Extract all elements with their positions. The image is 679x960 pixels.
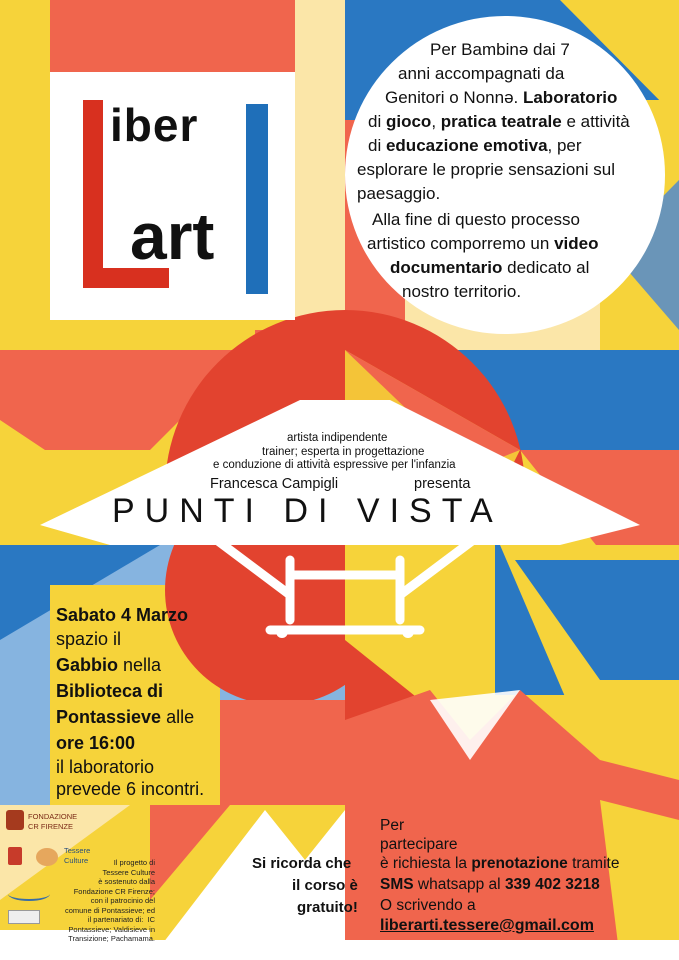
intro-line: artistico comporremo un video <box>367 234 599 253</box>
intro-line: esplorare le proprie sensazioni sul <box>357 160 615 179</box>
intro-line: paesaggio. <box>357 184 441 203</box>
credit-line-2: trainer; esperta in progettazione <box>262 446 425 458</box>
fondazione-label: FONDAZIONE CR FIRENZE <box>28 812 78 831</box>
contact-email-link[interactable]: liberarti.tessere@gmail.com <box>380 917 594 934</box>
logo-letter-l-stem <box>83 100 103 286</box>
event-venue-4: Pontassieve alle <box>56 707 195 727</box>
intro-line: di gioco, pratica teatrale e attività <box>368 112 630 131</box>
valdisieve-logo-icon <box>8 887 50 901</box>
booking-line-4: SMS whatsapp al 339 402 3218 <box>380 876 600 893</box>
booking-line-5: O scrivendo a <box>380 897 476 914</box>
event-venue-3: Biblioteca di <box>56 681 164 701</box>
reminder-line-2: il corso è <box>292 877 358 894</box>
booking-line-3: è richiesta la prenotazione tramite <box>380 855 620 872</box>
intro-line: anni accompagnati da <box>398 64 565 83</box>
intro-line: di educazione emotiva, per <box>368 136 582 155</box>
presents-label: presenta <box>414 476 471 492</box>
event-sessions-2: prevede 6 incontri. <box>56 779 205 799</box>
event-date: Sabato 4 Marzo <box>56 605 189 625</box>
tessere-culture-label: Tessere Culture <box>64 846 91 865</box>
logo-word-top: iber <box>110 99 199 151</box>
event-time: ore 16:00 <box>56 733 136 753</box>
credit-line-3: e conduzione di attività espressive per l'infanzia <box>213 459 456 471</box>
pachamama-logo-icon <box>8 910 40 924</box>
intro-line: Genitori o Nonnə. Laboratorio <box>385 88 618 107</box>
intro-line: nostro territorio. <box>402 282 522 301</box>
event-venue-2: Gabbio nella <box>56 655 162 675</box>
booking-line-1: Per <box>380 817 405 834</box>
intro-line: documentario dedicato al <box>390 258 590 277</box>
reminder-line-1: Si ricorda che <box>252 855 352 872</box>
project-note: Il progetto di Tessere Culture è sostenuto dalla Fondazione CR Firenze; con il patrocinio del comune di Pontassieve; ed il partenariato di: IC Pontassieve; Valdisieve in Transizione; Pachamama. <box>64 858 155 943</box>
comune-crest-icon <box>8 847 22 865</box>
event-sessions-1: il laboratorio <box>56 757 155 777</box>
booking-line-2: partecipare <box>380 836 458 853</box>
credit-line-1: artista indipendente <box>287 432 388 444</box>
intro-line: Alla fine di questo processo <box>372 210 580 229</box>
intro-line: Per Bambinə dai 7 <box>430 40 570 59</box>
event-title: PUNTI DI VISTA <box>112 492 503 530</box>
logo-letter-i <box>246 104 268 294</box>
reminder-line-3: gratuito! <box>297 899 358 916</box>
fondazione-logo-icon <box>6 810 24 830</box>
presenter-name: Francesca Campigli <box>210 476 339 492</box>
event-venue-1: spazio il <box>56 629 122 649</box>
logo-word-bottom: art <box>130 199 215 273</box>
